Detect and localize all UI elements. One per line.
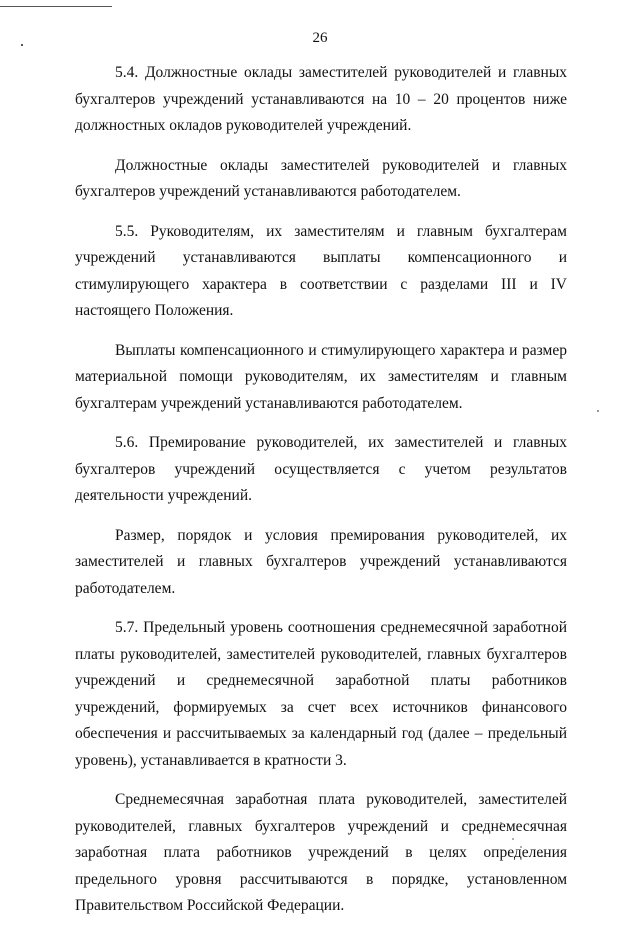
paragraph: Среднемесячная заработная плата руководителей, заместителей руководителей, главных бухгалтеров учреждений и среднемесячная заработная плата работников учреждений в целях определения предельного уровня рассчитываются в порядке, установленном Правительством Российской Федерации.	[75, 791, 567, 914]
paragraph-5-6: 5.6. Премирование руководителей, их заместителей и главных бухгалтеров учреждений осуществляется с учетом результатов деятельности учреждений.	[75, 434, 567, 504]
paragraph: Должностные оклады заместителей руководителей и главных бухгалтеров учреждений устанавливаются работодателем.	[75, 156, 567, 200]
paragraph-5-4: 5.4. Должностные оклады заместителей руководителей и главных бухгалтеров учреждений устанавливаются на 10 – 20 процентов ниже должностных окладов руководителей учреждений.	[75, 64, 567, 134]
page-number: 26	[312, 30, 328, 46]
paragraph-5-5: 5.5. Руководителям, их заместителям и главным бухгалтерам учреждений устанавливаются выплаты компенсационного и стимулирующего характера в соответствии с разделами III и IV настоящего Положения.	[75, 222, 567, 319]
paragraph-5-7: 5.7. Предельный уровень соотношения среднемесячной заработной платы руководителей, заместителей руководителей, главных бухгалтеров учреждений и среднемесячной заработной платы работников учреждений, формируемых за счет всех источников финансового обеспечения и рассчитываемых за календарный год (далее – предельный уровень), устанавливается в кратности 3.	[75, 619, 567, 769]
paragraph: Размер, порядок и условия премирования руководителей, их заместителей и главных бухгалтеров учреждений устанавливаются работодателем.	[75, 526, 567, 597]
document-body	[75, 60, 567, 933]
scan-artifact-dot	[597, 410, 599, 412]
scan-artifact-line	[0, 6, 112, 7]
paragraph: Выплаты компенсационного и стимулирующего характера и размер материальной помощи руководителям, их заместителям и главным бухгалтерам учреждений устанавливаются работодателем.	[75, 341, 567, 412]
